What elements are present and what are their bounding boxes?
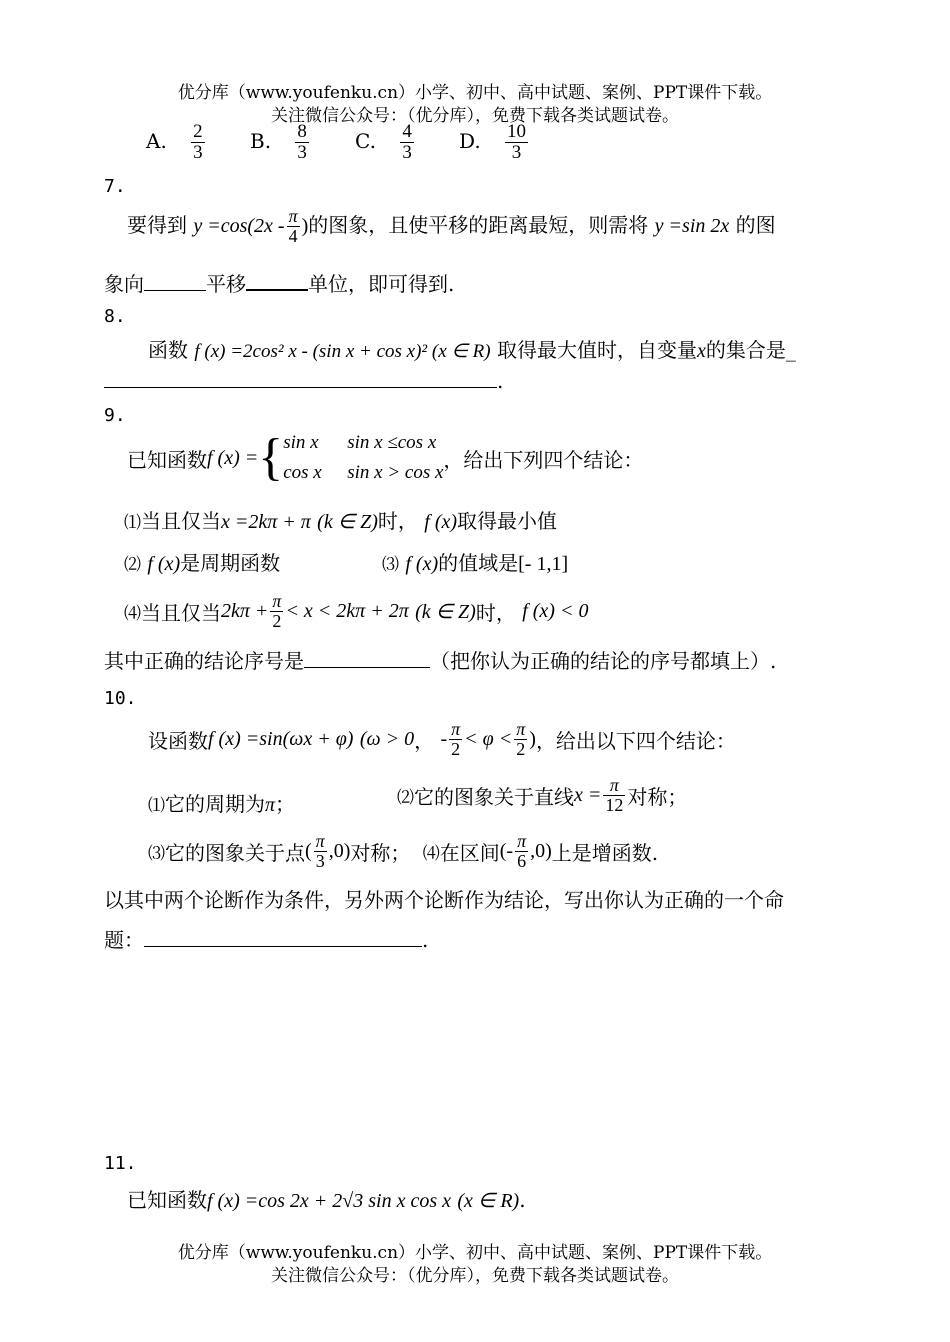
option-a	[146, 122, 207, 163]
q9-conclusion-2: ⑵ f (x)是周期函数	[124, 551, 281, 575]
q9-conclusion-3: ⑶ f (x)的值域是[- 1,1]	[382, 551, 569, 575]
q11-line-1: 已知函数f (x) =cos 2x + 2√3 sin x cos x (x ∈ R).	[127, 1188, 526, 1212]
q9-conclusion-4: ⑷当且仅当2kπ + $\frac{\pi}{2}$ < x < 2kπ + 2π (k ∈ Z)时， f (x) < 0	[124, 591, 589, 631]
question-number-11: 11.	[104, 1153, 137, 1174]
q10-fraction: $\frac{\pi}{3}$	[315, 831, 325, 871]
answer-blank[interactable]	[144, 272, 206, 291]
option-label: C.	[355, 128, 376, 153]
q7-line-2: 象向 平移 单位，即可得到.	[104, 272, 455, 296]
q7-line-1: 要得到 y =cos(2x - $\frac{\pi}{4}$ )的图象，且使平移的距离最短，则需将 y =sin 2x 的图	[127, 206, 776, 246]
q10-line-1: 设函数f (x) =sin(ωx + φ) (ω > 0， - $\frac{\pi}{2}$ < φ < $\frac{\pi}{2}$ )，给出以下四个结论：	[148, 719, 736, 759]
q8-line-1: 函数 f (x) =2cos² x - (sin x + cos x)² (x ∈ R) 取得最大值时，自变量x的集合是_	[148, 338, 796, 362]
question-number-7: 7.	[104, 176, 126, 197]
q9-definition: 已知函数f (x) ={ sin x sin x ≤cos x cos x sin x > cos x ，给出下列四个结论：	[127, 428, 643, 489]
question-number-10: 10.	[104, 688, 137, 709]
q10-line-5: 以其中两个论断作为条件，另外两个论断作为结论，写出你认为正确的一个命	[104, 888, 784, 912]
q9-conclusion-1: ⑴当且仅当x =2kπ + π (k ∈ Z)时， f (x)取得最小值	[124, 509, 558, 533]
q8-expr: f (x) =2cos² x - (sin x + cos x)² (x ∈ R)	[194, 341, 491, 362]
option-c	[355, 122, 416, 163]
footer-line-2: 关注微信公众号：（优分库），免费下载各类试题试卷。	[271, 1266, 679, 1286]
question-number-8: 8.	[104, 306, 126, 327]
option-fraction: $\frac{2}{3}$	[193, 121, 203, 163]
left-brace: {	[258, 429, 284, 487]
header-line-2: 关注微信公众号：（优分库），免费下载各类试题试卷。	[271, 106, 679, 126]
q8-var: x	[696, 340, 706, 362]
footer-line-1: 优分库（www.youfenku.cn）小学、初中、高中试题、案例、PPT课件下载。	[177, 1243, 773, 1263]
q10-conclusion-3-4: ⑶它的图象关于点( $\frac{\pi}{3}$ ,0)对称； ⑷在区间(- $\frac{\pi}{6}$ ,0)上是增函数.	[148, 831, 659, 871]
option-d	[459, 122, 530, 163]
answer-blank[interactable]	[246, 271, 308, 291]
question-number-9: 9.	[104, 405, 126, 426]
option-b	[250, 122, 311, 163]
answer-blank[interactable]	[304, 649, 430, 668]
q10-fraction: $\frac{\pi}{12}$	[605, 775, 624, 815]
q9-fraction: $\frac{\pi}{2}$	[272, 591, 282, 631]
option-fraction: $\frac{10}{3}$	[507, 121, 527, 163]
option-label: B.	[250, 128, 272, 153]
q10-fraction: $\frac{\pi}{6}$	[517, 831, 527, 871]
q7-fraction: $\frac{\pi}{4}$	[288, 206, 298, 246]
q7-expr-2: y =sin 2x	[654, 214, 730, 237]
q10-conclusion-1: ⑴它的周期为π；	[148, 792, 296, 816]
q10-conclusion-2: ⑵它的图象关于直线x = $\frac{\pi}{12}$ 对称；	[397, 775, 688, 815]
option-fraction: $\frac{8}{3}$	[297, 121, 307, 163]
answer-blank[interactable]	[144, 928, 422, 947]
q10-fraction: $\frac{\pi}{2}$	[516, 719, 526, 759]
q8-line-2: .	[104, 369, 503, 393]
option-label: A.	[146, 128, 167, 153]
header-line-1: 优分库（www.youfenku.cn）小学、初中、高中试题、案例、PPT课件下载。	[177, 83, 773, 103]
q9-answer-line: 其中正确的结论序号是 （把你认为正确的结论的序号都填上）.	[104, 649, 777, 673]
answer-blank[interactable]	[104, 369, 497, 388]
q10-fraction: $\frac{\pi}{2}$	[451, 719, 461, 759]
option-fraction: $\frac{4}{3}$	[402, 121, 412, 163]
q7-expr-1: y =cos(2x -	[193, 214, 285, 237]
q10-line-6: 题： .	[104, 928, 429, 952]
piecewise-cases: sin x sin x ≤cos x cos x sin x > cos x	[283, 432, 444, 484]
option-label: D.	[459, 128, 481, 153]
q9-fx: f (x) =	[207, 446, 259, 469]
q11-expr: f (x) =cos 2x + 2√3 sin x cos x	[207, 1190, 452, 1212]
